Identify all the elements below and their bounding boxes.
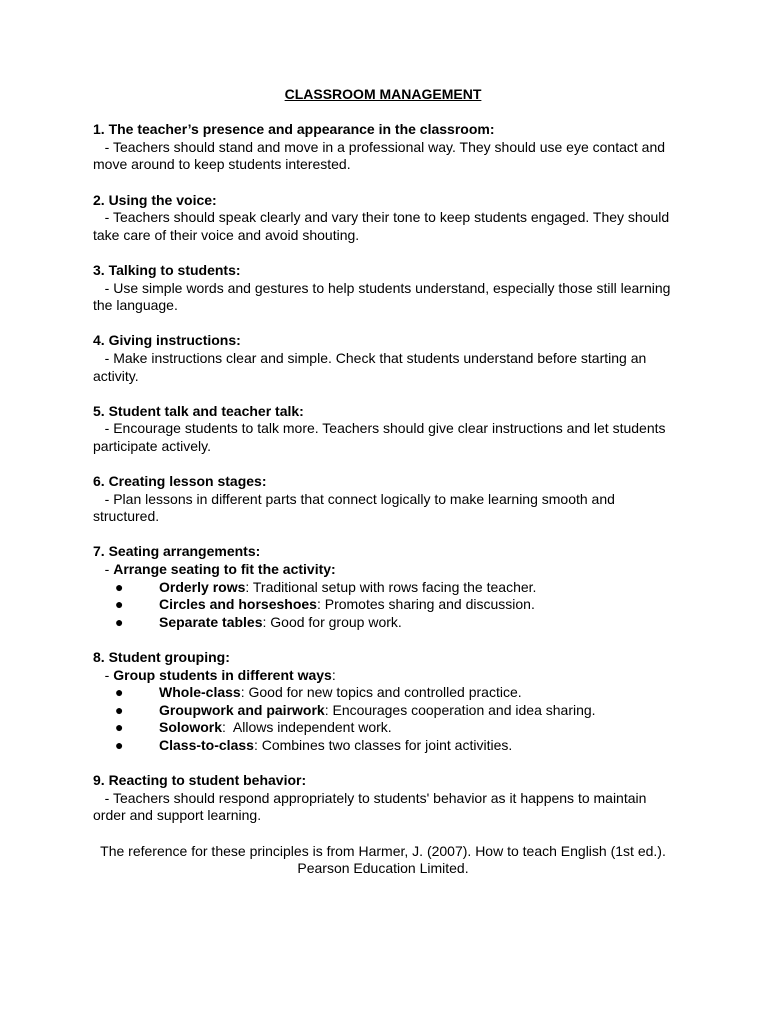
section-body [93,280,678,315]
bullet-icon: ● [115,684,124,701]
list-item [93,702,678,720]
bullet-term: Whole-class [159,684,241,701]
bullet-term: Separate tables [159,613,263,630]
bullet-desc: : Allows independent work. [222,719,392,736]
bullet-icon: ● [115,701,124,718]
section-behavior [93,772,678,825]
bullet-desc: : Good for group work. [262,613,402,630]
list-item [93,719,678,737]
bullet-icon: ● [115,719,124,736]
section-heading: 8. Student grouping: [93,649,230,665]
section-body [93,790,678,825]
grouping-bullet-list [93,684,678,754]
section-voice [93,192,678,245]
section-body [93,209,678,244]
section-heading: 1. The teacher’s presence and appearance in the classroom: [93,121,495,138]
section-body [93,491,678,526]
bullet-icon: ● [115,596,124,613]
section-body-text: - Teachers should speak clearly and vary their tone to keep students engaged. They should take care of their voice and avoid shouting. [93,209,670,243]
section-instructions [93,332,678,385]
seating-bullet-list [93,579,678,632]
section-body-text: - Make instructions clear and simple. Check that students understand before starting an activity. [93,349,647,384]
list-item [93,737,678,755]
section-body-text: - Teachers should stand and move in a professional way. They should use eye contact and move around to keep students interested. [93,138,666,173]
bullet-desc: : Traditional setup with rows facing the teacher. [245,578,537,595]
bullet-term: Orderly rows [159,578,246,595]
section-heading: 7. Seating arrangements: [93,543,261,560]
document-page [93,86,678,878]
bullet-term: Class-to-class [159,736,254,753]
list-item [93,579,678,597]
list-item [93,614,678,632]
subheading-prefix: - [104,561,114,578]
section-heading: 9. Reacting to student behavior: [93,772,307,789]
bullet-desc: : Promotes sharing and discussion. [316,596,535,613]
section-body [93,350,678,385]
section-body-text: - Encourage students to talk more. Teachers should give clear instructions and let students participate actively. [93,420,666,454]
section-heading: 5. Student talk and teacher talk: [93,402,304,419]
section-body [93,420,678,455]
bullet-term: Solowork [159,719,223,736]
list-item [93,684,678,702]
list-item [93,596,678,614]
section-grouping [93,649,678,755]
section-body-text: - Plan lessons in different parts that connect logically to make learning smooth and structured. [93,490,615,525]
section-heading: 2. Using the voice: [93,191,217,208]
section-heading: 6. Creating lesson stages: [93,473,267,490]
section-heading: 4. Giving instructions: [93,332,241,349]
section-student-talk [93,403,678,456]
section-presence [93,121,678,174]
section-heading: 3. Talking to students: [93,261,241,278]
bullet-icon: ● [115,578,124,595]
section-talking [93,262,678,315]
section-body-text: - Use simple words and gestures to help students understand, especially those still learning the language. [93,279,671,314]
subheading-suffix: : [331,666,336,683]
section-body [93,139,678,174]
bullet-term: Circles and horseshoes [159,596,317,613]
reference-citation: The reference for these principles is from Harmer, J. (2007). How to teach English (1st ed.). Pearson Education Limited. [100,842,666,877]
subheading-bold: Arrange seating to fit the activity: [113,561,336,578]
bullet-term: Groupwork and pairwork [159,701,325,718]
subheading-bold: Group students in different ways [113,666,332,683]
bullet-icon: ● [115,613,124,630]
bullet-desc: : Good for new topics and controlled practice. [240,684,522,701]
section-subheading [93,561,678,579]
section-subheading [93,667,678,685]
section-body-text: - Teachers should respond appropriately to students' behavior as it happens to maintain order and support learning. [93,789,647,824]
bullet-desc: : Combines two classes for joint activities. [253,736,513,753]
section-seating [93,543,678,631]
page-title: CLASSROOM MANAGEMENT [284,86,482,102]
bullet-desc: : Encourages cooperation and idea sharing. [324,701,596,718]
subheading-prefix: - [104,666,114,683]
section-lesson-stages [93,473,678,526]
bullet-icon: ● [115,736,124,753]
